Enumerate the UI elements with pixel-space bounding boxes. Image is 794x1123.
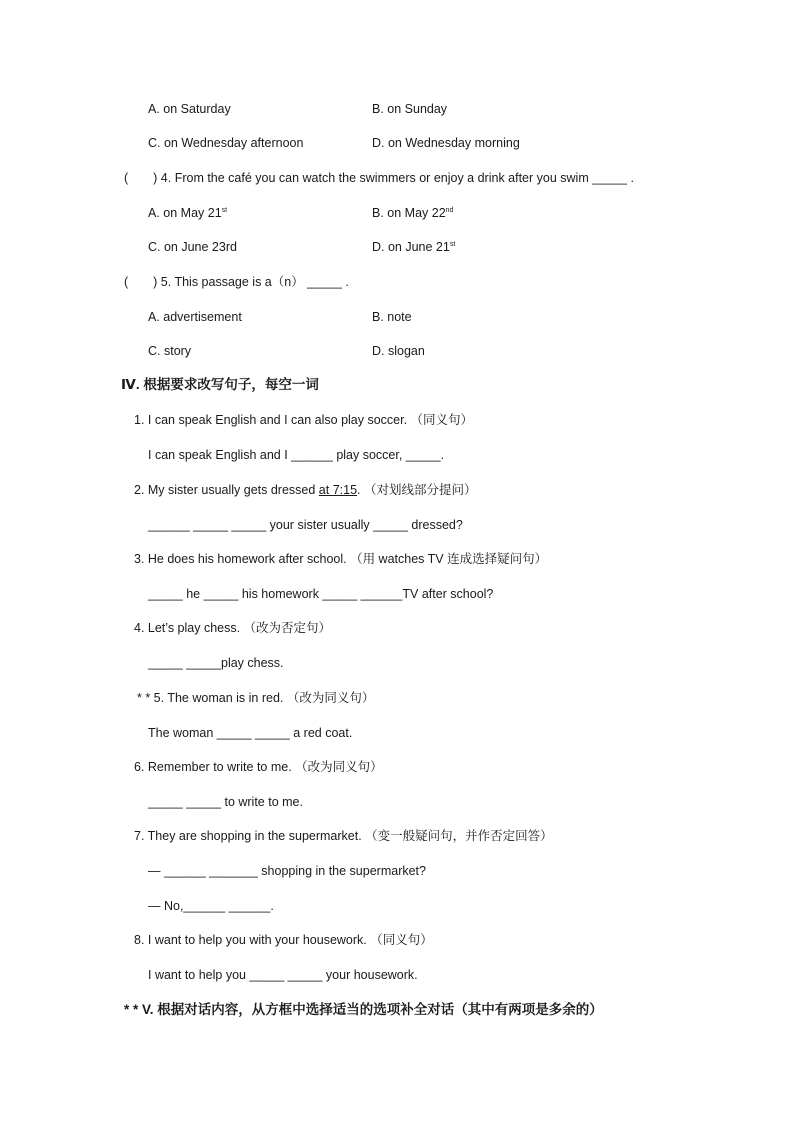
q5-option-d: D. slogan [372, 344, 425, 358]
rewrite-item-2-answer: ______ _____ _____ your sister usually _____ dressed? [148, 518, 463, 532]
rewrite-item-6-question: 6. Remember to write to me. （改为同义句） [134, 760, 383, 774]
rewrite-item-3-question: 3. He does his homework after school. （用 watches TV 连成选择疑问句） [134, 552, 548, 566]
rewrite-item-8-question: 8. I want to help you with your housework. （同义句） [134, 933, 433, 947]
q4-option-b: B. on May 22nd [372, 206, 454, 220]
q4-option-c: C. on June 23rd [148, 240, 237, 254]
q5-question: ( ) 5. This passage is a（n） _____ . [124, 275, 349, 289]
underlined-phrase: at 7:15 [318, 483, 358, 497]
rewrite-item-7-answer-2: — No,______ ______. [148, 899, 274, 913]
rewrite-item-7-answer: — ______ _______ shopping in the supermarket? [148, 864, 426, 878]
q4-question: ( ) 4. From the café you can watch the swimmers or enjoy a drink after you swim _____ . [124, 171, 634, 185]
rewrite-item-5-answer: The woman _____ _____ a red coat. [148, 726, 353, 740]
q4-option-d: D. on June 21st [372, 240, 456, 254]
q3-option-b: B. on Sunday [372, 102, 448, 116]
rewrite-item-2-question: 2. My sister usually gets dressed at 7:15. （对划线部分提问） [134, 483, 477, 497]
rewrite-item-5-question: * * 5. The woman is in red. （改为同义句） [137, 691, 375, 705]
section-4-heading: Ⅳ. 根据要求改写句子，每空一词 [121, 377, 319, 392]
q5-option-a: A. advertisement [148, 310, 242, 324]
q4-option-a: A. on May 21st [148, 206, 228, 220]
rewrite-item-4-answer: _____ _____play chess. [148, 656, 284, 670]
q3-option-a: A. on Saturday [148, 102, 231, 116]
rewrite-item-3-answer: _____ he _____ his homework _____ ______TV after school? [148, 587, 494, 601]
q5-option-b: B. note [372, 310, 412, 324]
rewrite-item-8-answer: I want to help you _____ _____ your housework. [148, 968, 418, 982]
rewrite-item-4-question: 4. Let’s play chess. （改为否定句） [134, 621, 332, 635]
section-5-heading: * * V. 根据对话内容，从方框中选择适当的选项补全对话（其中有两项是多余的） [124, 1002, 603, 1017]
rewrite-item-7-question: 7. They are shopping in the supermarket. （变一般疑问句，并作否定回答） [134, 829, 553, 843]
rewrite-item-1-answer: I can speak English and I ______ play soccer, _____. [148, 448, 445, 462]
q3-option-c: C. on Wednesday afternoon [148, 136, 304, 150]
rewrite-item-1-question: 1. I can speak English and I can also play soccer. （同义句） [134, 413, 474, 427]
q5-option-c: C. story [148, 344, 192, 358]
q3-option-d: D. on Wednesday morning [372, 136, 520, 150]
rewrite-item-6-answer: _____ _____ to write to me. [148, 795, 303, 809]
